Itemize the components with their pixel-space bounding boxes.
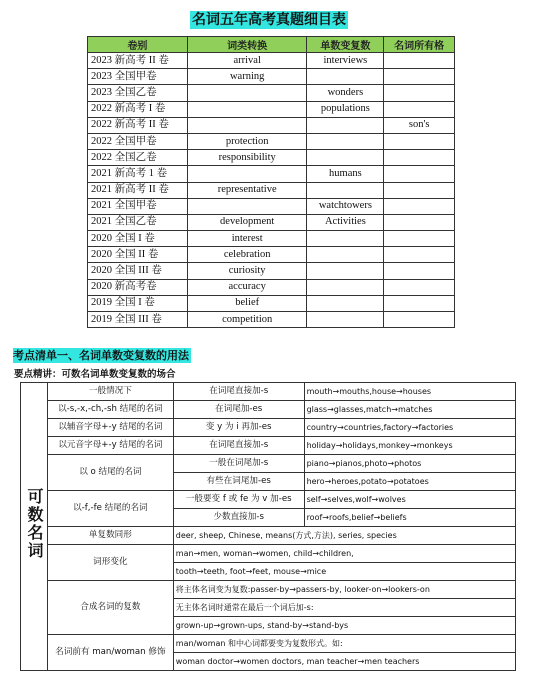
table-row <box>21 527 516 545</box>
side-label <box>21 383 48 671</box>
conversion-cell: celebration <box>187 247 307 263</box>
table-row <box>21 401 516 419</box>
section-title: 考点清单一、名词单数变复数的用法 <box>13 349 189 362</box>
possessive-cell: son's <box>384 117 455 133</box>
possessive-cell <box>384 182 455 198</box>
plural-cell <box>307 231 384 247</box>
example-cell: glass→glasses,match→matches <box>304 401 515 419</box>
exam-cell: 2019 全国 I 卷 <box>88 295 188 311</box>
exam-cell: 2019 全国 III 卷 <box>88 312 188 328</box>
conversion-cell: arrival <box>187 53 307 69</box>
category-cell: 名词前有 man/woman 修饰 <box>47 635 173 671</box>
rule-cell: 一般要变 f 或 fe 为 v 加-es <box>173 491 304 509</box>
exam-cell: 2022 新高考 II 卷 <box>88 117 188 133</box>
conversion-cell: belief <box>187 295 307 311</box>
exam-cell: 2022 全国甲卷 <box>88 133 188 149</box>
header-conversion: 词类转换 <box>187 37 307 53</box>
category-cell: 一般情况下 <box>47 383 173 401</box>
example-cell: holiday→holidays,monkey→monkeys <box>304 437 515 455</box>
table-row <box>88 198 455 214</box>
plural-cell <box>307 117 384 133</box>
plural-cell <box>307 182 384 198</box>
plural-cell: Activities <box>307 214 384 230</box>
example-cell: 将主体名词变为复数:passer-by→passers-by, looker-on→lookers-on <box>173 581 515 599</box>
exam-cell: 2020 全国 I 卷 <box>88 231 188 247</box>
exam-cell: 2020 新高考卷 <box>88 279 188 295</box>
table-row <box>88 69 455 85</box>
rule-cell: 有些在词尾加-es <box>173 473 304 491</box>
table-row <box>88 182 455 198</box>
conversion-cell <box>187 117 307 133</box>
conversion-cell: warning <box>187 69 307 85</box>
possessive-cell <box>384 214 455 230</box>
table-row <box>88 295 455 311</box>
exam-cell: 2022 新高考 I 卷 <box>88 101 188 117</box>
possessive-cell <box>384 312 455 328</box>
side-label-text: 可数名词 <box>24 488 44 560</box>
conversion-cell: accuracy <box>187 279 307 295</box>
table-row <box>88 53 455 69</box>
conversion-cell <box>187 166 307 182</box>
category-cell: 以-s,-x,-ch,-sh 结尾的名词 <box>47 401 173 419</box>
conversion-cell: responsibility <box>187 150 307 166</box>
table-row <box>21 419 516 437</box>
exam-cell: 2020 全国 II 卷 <box>88 247 188 263</box>
table-row <box>21 581 516 599</box>
possessive-cell <box>384 69 455 85</box>
page-title: 名词五年高考真题细目表 <box>192 12 346 28</box>
table-row <box>88 312 455 328</box>
plural-cell <box>307 279 384 295</box>
plural-cell <box>307 312 384 328</box>
rule-cell: 一般在词尾加-s <box>173 455 304 473</box>
table-row <box>21 635 516 653</box>
exam-cell: 2020 全国 III 卷 <box>88 263 188 279</box>
table-row <box>88 166 455 182</box>
exam-cell: 2021 全国乙卷 <box>88 214 188 230</box>
table-row <box>88 117 455 133</box>
category-cell: 词形变化 <box>47 545 173 581</box>
possessive-cell <box>384 247 455 263</box>
conversion-cell <box>187 198 307 214</box>
example-cell: man→men, woman→women, child→children, <box>173 545 515 563</box>
table-row <box>88 150 455 166</box>
table-row <box>88 214 455 230</box>
table-row <box>88 133 455 149</box>
table-row <box>21 545 516 563</box>
conversion-cell: curiosity <box>187 263 307 279</box>
exam-cell: 2023 新高考 II 卷 <box>88 53 188 69</box>
example-cell: piano→pianos,photo→photos <box>304 455 515 473</box>
possessive-cell <box>384 231 455 247</box>
exam-table <box>87 36 455 328</box>
plural-cell <box>307 133 384 149</box>
exam-cell: 2023 全国甲卷 <box>88 69 188 85</box>
exam-cell: 2021 新高考 1 卷 <box>88 166 188 182</box>
table-row <box>88 85 455 101</box>
plural-cell: interviews <box>307 53 384 69</box>
category-cell: 以辅音字母+-y 结尾的名词 <box>47 419 173 437</box>
example-cell: tooth→teeth, foot→feet, mouse→mice <box>173 563 515 581</box>
example-cell: self→selves,wolf→wolves <box>304 491 515 509</box>
plural-rules-table <box>20 382 516 671</box>
possessive-cell <box>384 150 455 166</box>
plural-cell <box>307 295 384 311</box>
table-row <box>88 247 455 263</box>
header-exam: 卷别 <box>88 37 188 53</box>
table-row <box>88 279 455 295</box>
table-row <box>21 491 516 509</box>
conversion-cell: protection <box>187 133 307 149</box>
example-cell: deer, sheep, Chinese, means(方式,方法), series, species <box>173 527 515 545</box>
rule-cell: 在词尾直接加-s <box>173 383 304 401</box>
example-cell: woman doctor→women doctors, man teacher→men teachers <box>173 653 515 671</box>
table-row <box>21 437 516 455</box>
plural-cell <box>307 247 384 263</box>
section-subtitle: 要点精讲：可数名词单数变复数的场合 <box>14 369 176 380</box>
possessive-cell <box>384 101 455 117</box>
conversion-cell: development <box>187 214 307 230</box>
conversion-cell: competition <box>187 312 307 328</box>
conversion-cell <box>187 101 307 117</box>
possessive-cell <box>384 166 455 182</box>
exam-cell: 2021 全国甲卷 <box>88 198 188 214</box>
plural-cell: wonders <box>307 85 384 101</box>
exam-cell: 2023 全国乙卷 <box>88 85 188 101</box>
example-cell: hero→heroes,potato→potatoes <box>304 473 515 491</box>
category-cell: 单复数同形 <box>47 527 173 545</box>
example-cell: mouth→mouths,house→houses <box>304 383 515 401</box>
conversion-cell <box>187 85 307 101</box>
category-cell: 以-f,-fe 结尾的名词 <box>47 491 173 527</box>
plural-cell <box>307 150 384 166</box>
plural-cell: watchtowers <box>307 198 384 214</box>
example-cell: grown-up→grown-ups, stand-by→stand-bys <box>173 617 515 635</box>
possessive-cell <box>384 198 455 214</box>
exam-cell: 2021 新高考 II 卷 <box>88 182 188 198</box>
rule-cell: 少数直接加-s <box>173 509 304 527</box>
conversion-cell: interest <box>187 231 307 247</box>
rule-cell: 在词尾直接加-s <box>173 437 304 455</box>
plural-cell <box>307 263 384 279</box>
possessive-cell <box>384 53 455 69</box>
header-plural: 单数变复数 <box>307 37 384 53</box>
possessive-cell <box>384 85 455 101</box>
possessive-cell <box>384 133 455 149</box>
example-cell: man/woman 和中心词都要变为复数形式。如: <box>173 635 515 653</box>
possessive-cell <box>384 295 455 311</box>
possessive-cell <box>384 279 455 295</box>
table-row <box>21 383 516 401</box>
exam-table-body <box>88 53 455 328</box>
plural-cell: humans <box>307 166 384 182</box>
category-cell: 合成名词的复数 <box>47 581 173 635</box>
table-row <box>88 231 455 247</box>
example-cell: roof→roofs,belief→beliefs <box>304 509 515 527</box>
plural-cell: populations <box>307 101 384 117</box>
rule-cell: 变 y 为 i 再加-es <box>173 419 304 437</box>
category-cell: 以元音字母+-y 结尾的名词 <box>47 437 173 455</box>
rule-cell: 在词尾加-es <box>173 401 304 419</box>
example-cell: country→countries,factory→factories <box>304 419 515 437</box>
category-cell: 以 o 结尾的名词 <box>47 455 173 491</box>
exam-cell: 2022 全国乙卷 <box>88 150 188 166</box>
example-cell: 无主体名词时通常在最后一个词后加-s: <box>173 599 515 617</box>
conversion-cell: representative <box>187 182 307 198</box>
possessive-cell <box>384 263 455 279</box>
exam-table-header-row <box>88 37 455 53</box>
table-row <box>88 101 455 117</box>
plural-cell <box>307 69 384 85</box>
table-row <box>21 455 516 473</box>
header-possessive: 名词所有格 <box>384 37 455 53</box>
table-row <box>88 263 455 279</box>
